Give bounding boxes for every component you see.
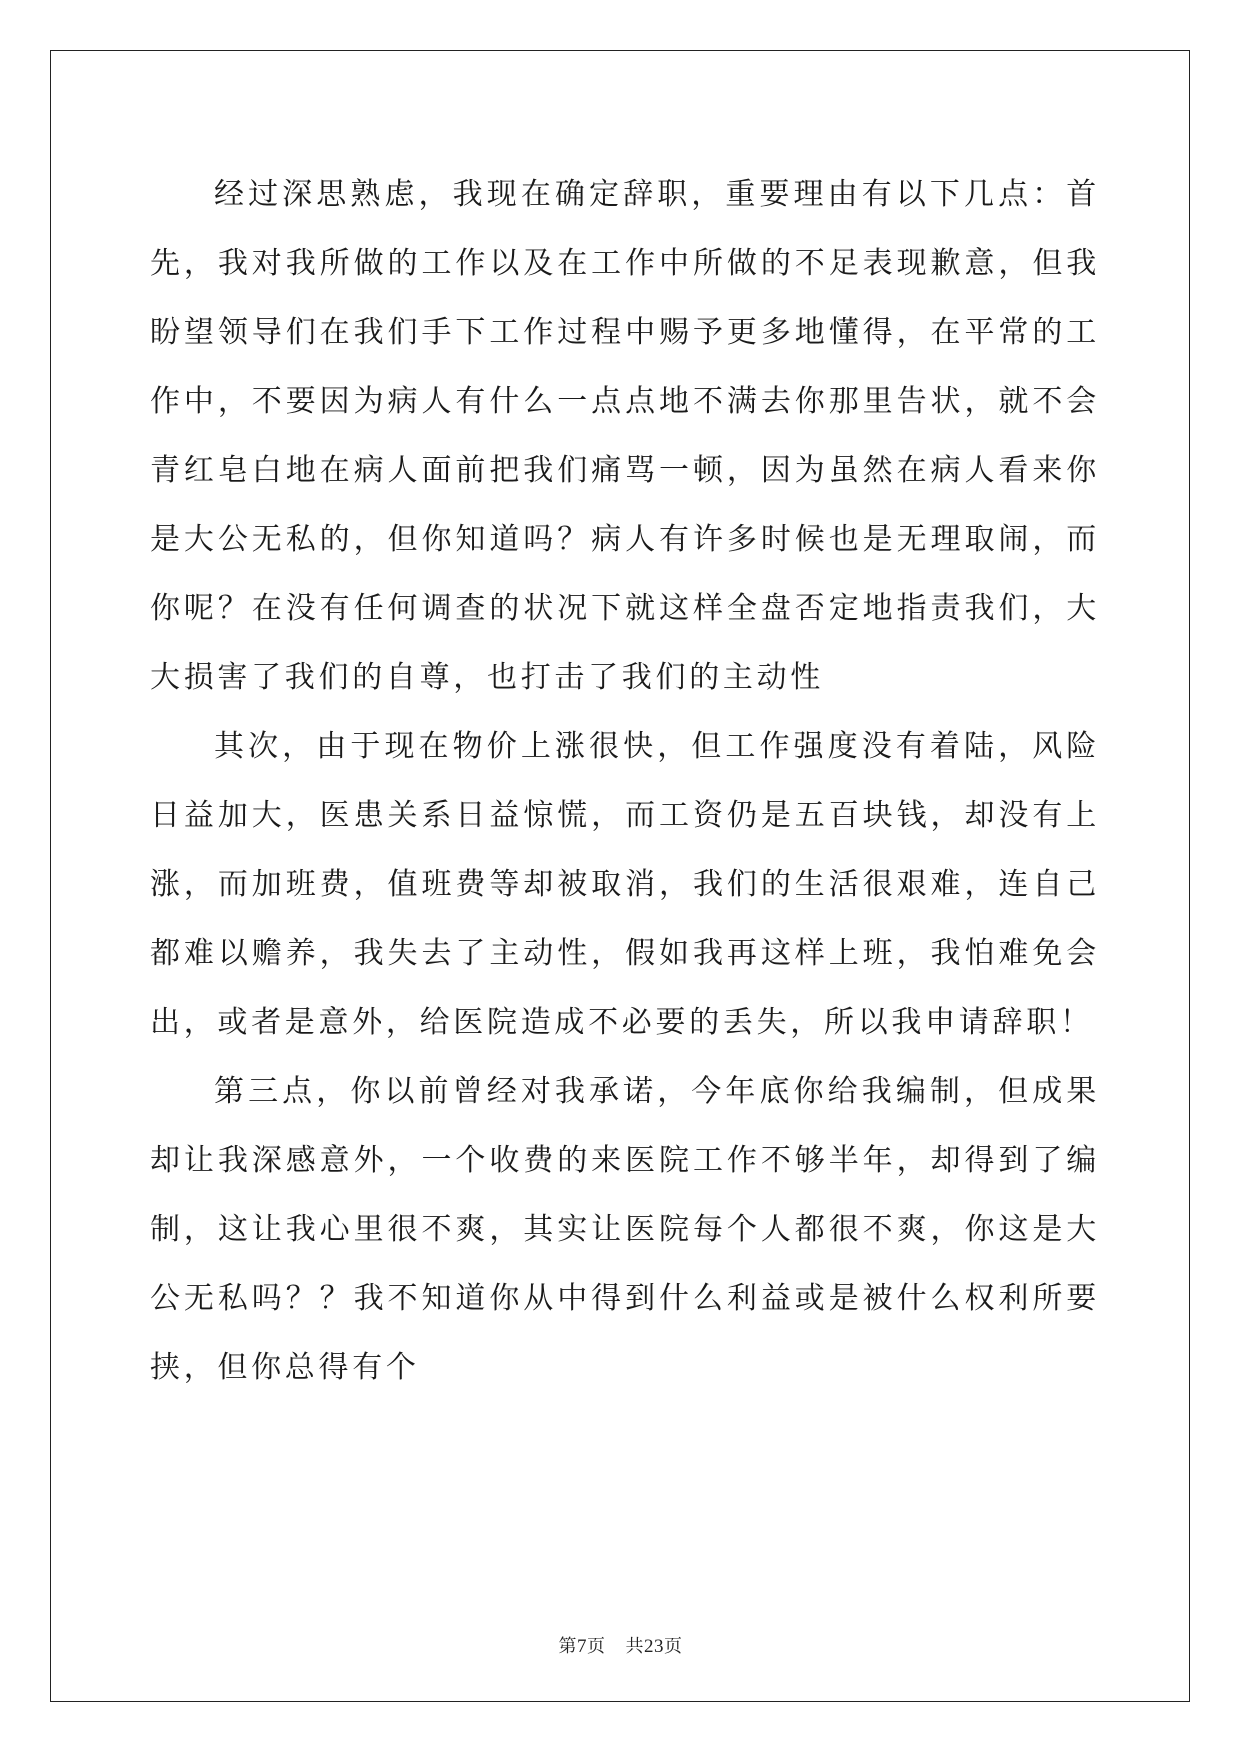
page-footer (0, 1632, 1241, 1658)
paragraph-2: 其次，由于现在物价上涨很快，但工作强度没有着陆，风险日益加大，医患关系日益惊慌，而工资仍是五百块钱，却没有上涨，而加班费，值班费等却被取消，我们的生活很艰难，连自己都难以赡养，我失去了主动性，假如我再这样上班，我怕难免会出，或者是意外，给医院造成不必要的丢失，所以我申请辞职！ (150, 729, 1100, 1040)
total-page-count: 23 (644, 1636, 664, 1657)
current-page-number: 7 (577, 1636, 587, 1657)
total-prefix: 共 (625, 1636, 644, 1657)
total-suffix: 页 (664, 1636, 683, 1657)
page-suffix: 页 (587, 1636, 606, 1657)
page-prefix: 第 (558, 1636, 577, 1657)
paragraph-3: 第三点，你以前曾经对我承诺，今年底你给我编制，但成果却让我深感意外，一个收费的来医院工作不够半年，却得到了编制，这让我心里很不爽，其实让医院每个人都很不爽，你这是大公无私吗？？我不知道你从中得到什么利益或是被什么权利所要挟，但你总得有个 (150, 1074, 1100, 1385)
paragraph-1: 经过深思熟虑，我现在确定辞职，重要理由有以下几点：首先，我对我所做的工作以及在工作中所做的不足表现歉意，但我盼望领导们在我们手下工作过程中赐予更多地懂得，在平常的工作中，不要因为病人有什么一点点地不满去你那里告状，就不会青红皂白地在病人面前把我们痛骂一顿，因为虽然在病人看来你是大公无私的，但你知道吗？病人有许多时候也是无理取闹，而你呢？在没有任何调查的状况下就这样全盘否定地指责我们，大大损害了我们的自尊，也打击了我们的主动性 (150, 177, 1100, 695)
document-body (150, 160, 1100, 1402)
